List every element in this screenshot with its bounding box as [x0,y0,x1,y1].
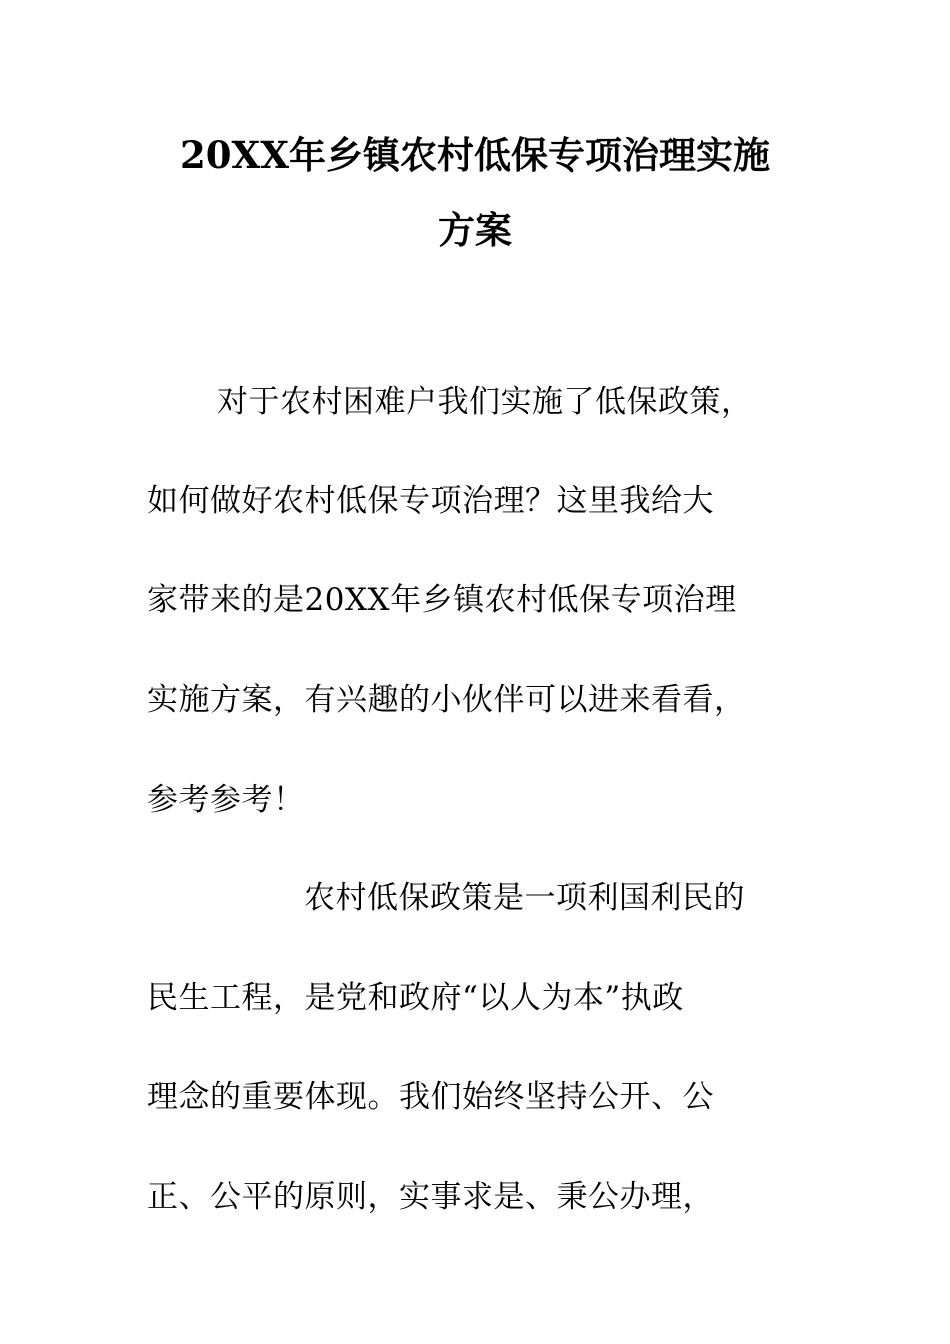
paragraph-line: 民生工程，是党和政府“以人为本”执政 [147,980,684,1016]
paragraph-line: 农村低保政策是一项利国利民的 [304,880,745,916]
paragraph-line: 参考参考！ [147,782,305,818]
paragraph-line: 实施方案，有兴趣的小伙伴可以进来看看， [147,682,746,718]
document-title-line-2: 方案 [438,208,512,252]
paragraph-line: 正、公平的原则，实事求是、秉公办理， [147,1179,714,1215]
paragraph-line: 对于农村困难户我们实施了低保政策， [217,384,753,420]
document-title-line-1: 20XX年乡镇农村低保专项治理实施 [180,133,770,177]
paragraph-line: 如何做好农村低保专项治理？这里我给大 [147,483,714,519]
paragraph-line: 家带来的是20XX年乡镇农村低保专项治理 [147,582,737,618]
paragraph-line: 理念的重要体现。我们始终坚持公开、公 [147,1079,714,1115]
